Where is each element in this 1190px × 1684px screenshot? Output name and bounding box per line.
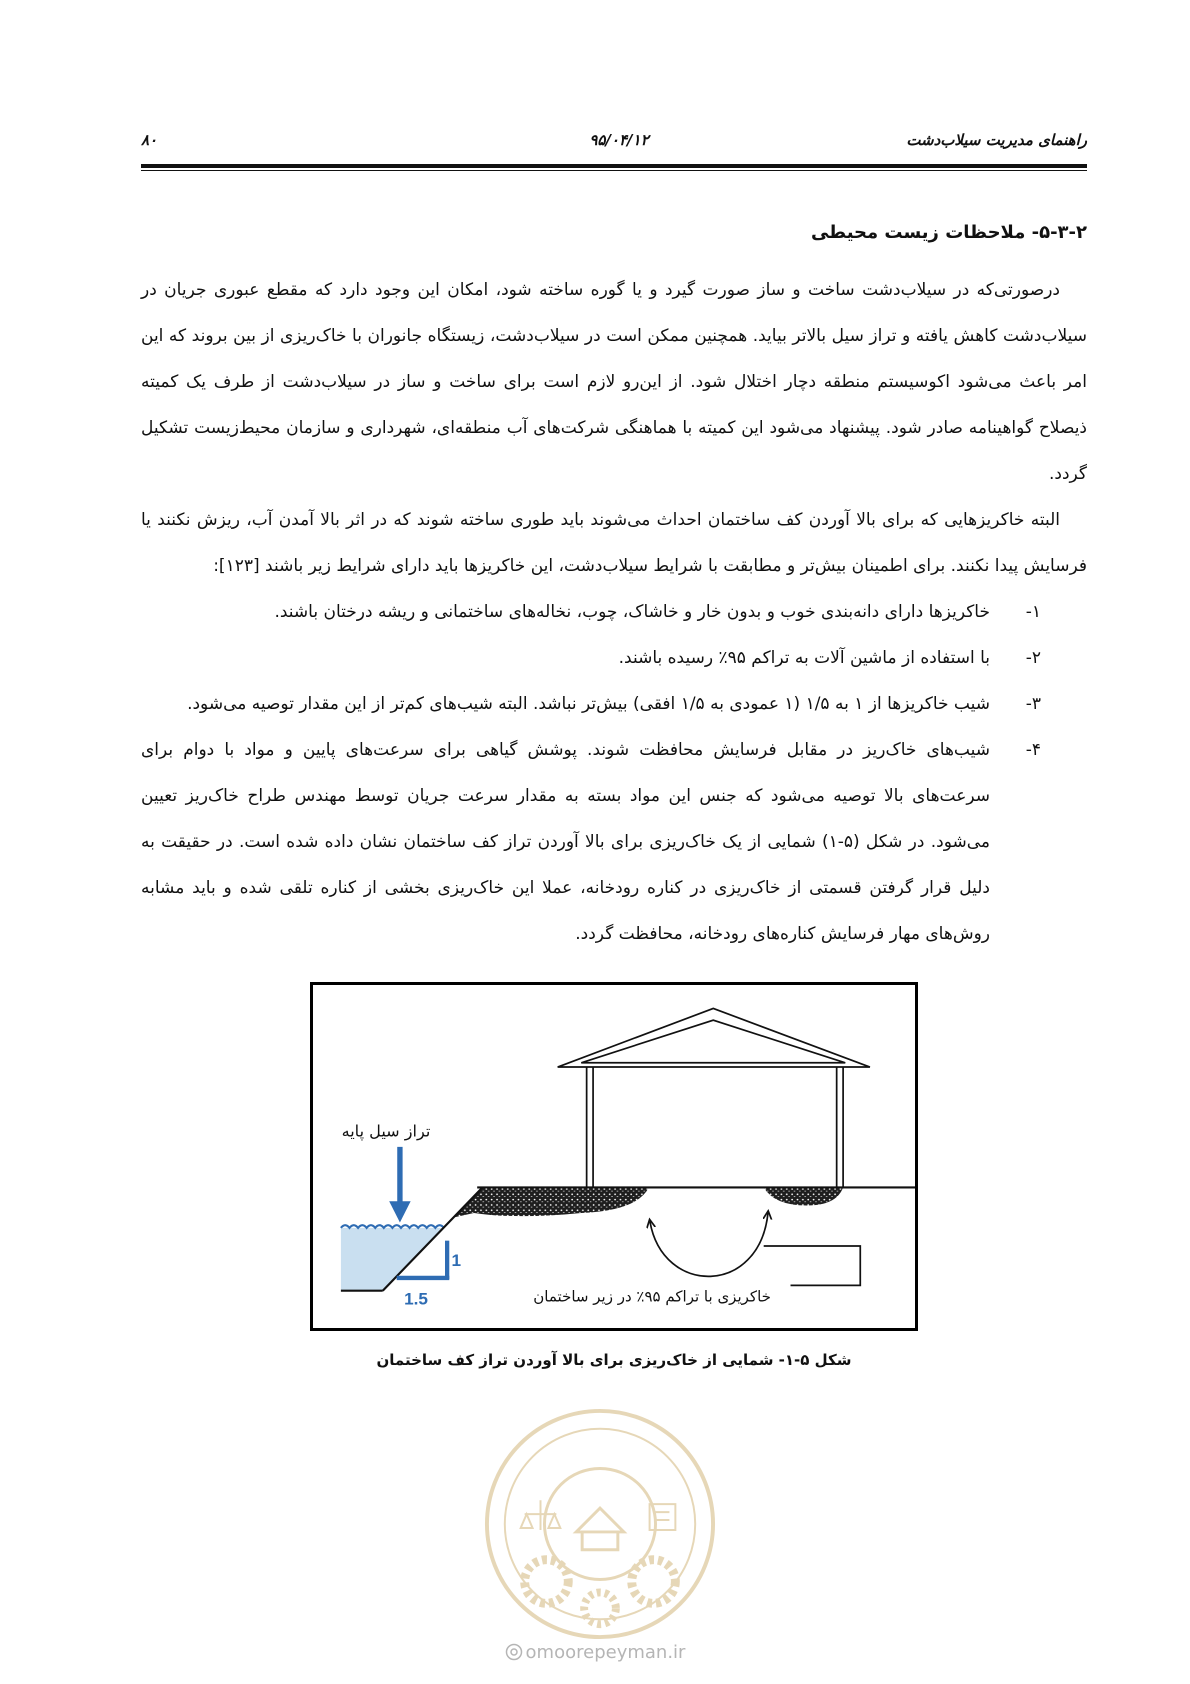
slope-horizontal-label: 1.5 <box>404 1289 428 1309</box>
list-item-text: شیب‌های خاک‌ریز در مقابل فرسایش محافظت شوند. پوشش گیاهی برای سرعت‌های پایین و مواد با دوام برای سرعت‌های بالا توصیه می‌شود که جنس این مواد بسته به مقدار سرعت جریان توسط مهندس طراح خاک‌ریز تعیین می‌شود. در شکل (۵-۱) شمایی از یک خاک‌ریزی برای بالا آوردن تراز کف ساختمان نشان داده شده است. در حقیقت به دلیل قرار گرفتن قسمتی از خاک‌ریزی در کناره رودخانه، عملا این خاک‌ریزی بخشی از کناره تلقی شده و باید مشابه روش‌های مهار فرسایش کناره‌های رودخانه، محافظت گردد. <box>141 740 991 944</box>
paragraph: درصورتی‌که در سیلاب‌دشت ساخت و ساز صورت گیرد و یا گوره ساخته شود، امکان این وجود دارد که مقطع عبوری جریان در سیلاب‌دشت کاهش یافته و تراز سیل بالاتر بیاید. همچنین ممکن است در سیلاب‌دشت، زیستگاه جانوران با خاک‌ریزی از بین بروند که این امر باعث می‌شود اکوسیستم منطقه دچار اختلال شود. از این‌رو لازم است برای ساخت و ساز در سیلاب‌دشت از طرف یک کمیته ذیصلاح گواهینامه صادر شود. پیشنهاد می‌شود این کمیته با هماهنگی شرکت‌های آب منطقه‌ای، شهرداری و سازمان محیط‌زیست تشکیل گردد. <box>141 280 1087 484</box>
page-body <box>141 213 1087 1373</box>
list-item-text: خاکریزها دارای دانه‌بندی خوب و بدون خار و خاشاک، چوب، نخاله‌های ساختمانی و ریشه درختان باشند. <box>274 602 990 622</box>
house-icon <box>558 1008 870 1187</box>
flood-level-label: تراز سیل پایه <box>341 1121 431 1141</box>
down-arrow-icon <box>389 1147 410 1223</box>
embankment-diagram-svg <box>313 985 915 1328</box>
list-item-text: با استفاده از ماشین آلات به تراکم ۹۵٪ رسیده باشند. <box>618 648 990 668</box>
page-number: ۸۰ <box>141 131 158 149</box>
site-watermark <box>0 1641 1190 1665</box>
embankment-fill-left <box>455 1187 649 1217</box>
fill-label: خاکریزی با تراکم ۹۵٪ در زیر ساختمان <box>533 1287 771 1306</box>
list-item <box>141 681 1087 727</box>
header-title: راهنمای مدیریت سیلاب‌دشت <box>906 131 1087 149</box>
water-surface <box>341 1225 444 1228</box>
requirements-list <box>141 589 1087 957</box>
seal-watermark-icon <box>481 1405 719 1643</box>
section-heading: ۵-۳-۲- ملاحظات زیست محیطی <box>810 222 1087 243</box>
list-marker: ۲- <box>1025 648 1041 668</box>
list-item <box>141 635 1087 681</box>
watermark-site-text: omoorepeyman.ir <box>525 1642 686 1663</box>
list-marker: ۳- <box>1025 694 1041 714</box>
slope-vertical-label: 1 <box>451 1251 462 1271</box>
list-item-text: شیب خاکریزها از ۱ به ۱/۵ (۱ عمودی به ۱/۵ افقی) بیش‌تر نباشد. البته شیب‌های کم‌تر از این مقدار توصیه می‌شود. <box>187 694 990 714</box>
figure-embankment-diagram <box>310 982 918 1331</box>
list-item <box>141 589 1087 635</box>
list-marker: ۴- <box>1025 740 1041 760</box>
paragraph: البته خاکریزهایی که برای بالا آوردن کف ساختمان احداث می‌شوند باید طوری ساخته شوند که در اثر بالا آمدن آب، ریزش نکنند یا فرسایش پیدا نکنند. برای اطمینان بیش‌تر و مطابقت با شرایط سیلاب‌دشت، این خاکریزها باید دارای شرایط زیر باشند [۱۲۳]: <box>141 510 1087 576</box>
at-icon <box>505 1643 523 1661</box>
embankment-fill-right <box>764 1187 843 1205</box>
list-item <box>141 727 1087 957</box>
figure-caption: شکل ۵-۱- شمایی از خاک‌ریزی برای بالا آوردن تراز کف ساختمان <box>376 1351 852 1369</box>
header-date: ۹۵/۰۴/۱۲ <box>589 131 649 149</box>
leader-line <box>764 1246 861 1285</box>
curved-arrow-icon <box>650 1213 768 1276</box>
header-rule <box>141 164 1087 171</box>
list-marker: ۱- <box>1025 602 1041 622</box>
